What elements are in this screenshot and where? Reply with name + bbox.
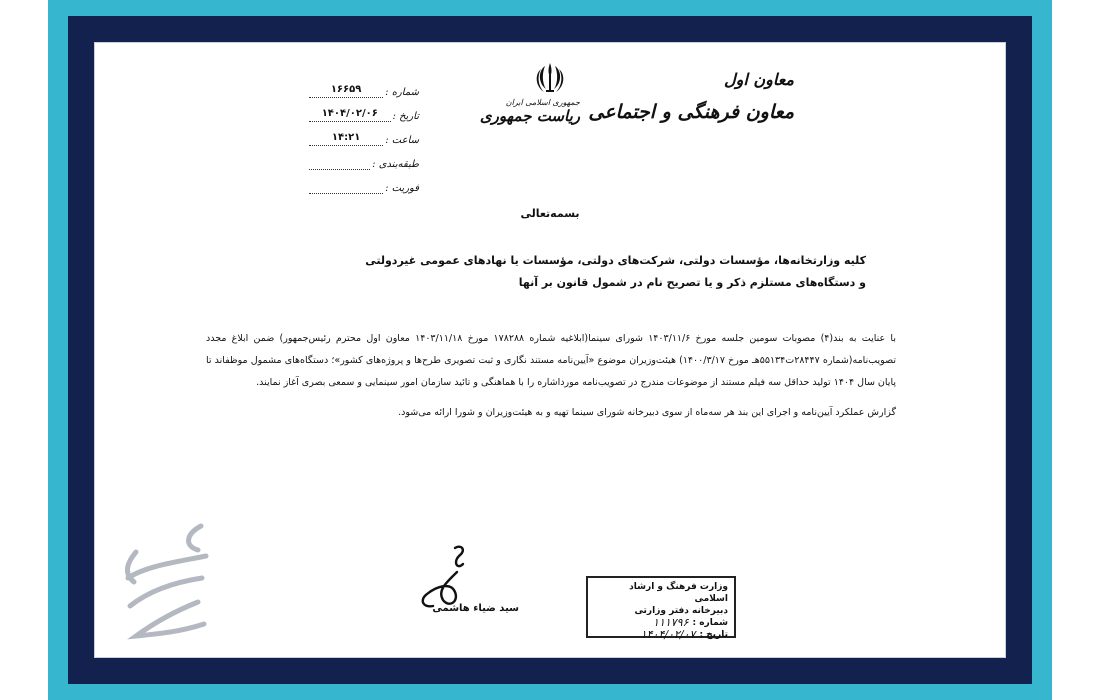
meta-priority-value [309,180,383,194]
addressee [306,250,866,294]
meta-date-value: ۱۴۰۴/۰۲/۰۶ [309,108,391,122]
letter-body [206,328,896,432]
org-line-1: معاون اول [723,70,794,89]
meta-priority-label: فوریت : [385,183,419,194]
emblem [479,60,580,125]
stamp-number-value: ۱۱۱۷۹۶ [653,616,689,629]
stamp-line-1: وزارت فرهنگ و ارشاد اسلامی [629,582,728,604]
meta-priority [309,170,419,194]
meta-number-label: شماره : [385,87,419,98]
stamp-number-label: شماره : [692,618,728,628]
meta-date-label: تاریخ : [392,111,419,122]
stamp-date-label: تاریخ : [699,630,728,640]
body-paragraph-2: گزارش عملکرد آیین‌نامه و اجرای این بند هر سه‌ماه از سوی دبیرخانه شورای سینما تهیه و به هیئت‌وزیران و شورا ارائه می‌شود. [398,407,896,418]
letter [94,42,1006,658]
meta-time-label: ساعت : [385,135,419,146]
signature-block [389,542,519,622]
organization-title [588,70,794,123]
body-paragraph-1: با عنایت به بند(۴) مصوبات سومین جلسه مورخ ۱۴۰۳/۱۱/۶ شورای سینما(ابلاغیه شماره ۱۷۸۲۸۸ مورخ ۱۴۰۳/۱۱/۱۸ معاون اول محترم رئیس‌جمهور) ضمن ابلاغ مجدد تصویب‌نامه(شماره ۲۸۴۴۷ت۵۵۱۳۴هـ مورخ ۱۴۰۰/۳/۱۷) هیئت‌وزیران موضوع «آیین‌نامه مستند نگاری و ثبت تصویری طرح‌ها و پروژه‌های کشور»؛ دستگاه‌های مشمول موظفاند تا پایان سال ۱۴۰۴ تولید حداقل سه فیلم مستند از موضوعات مندرج در تصویب‌نامه موردا‌شاره را با هماهنگی و تائید سازمان امور سینمایی و سمعی بصری آغاز نمایند. [206,333,896,388]
basmala: بسمه‌تعالی [520,207,580,220]
meta-time-value: ۱۴:۲۱ [309,132,383,146]
emblem-icon [532,60,568,96]
meta-time [309,122,419,146]
meta-classification-value [309,156,370,170]
meta-classification [309,146,419,170]
letter-meta [309,74,419,194]
signatory-name: سید ضیاء هاشمی [432,603,519,614]
meta-classification-label: طبقه‌بندی : [372,159,419,170]
document-page [94,42,1006,658]
meta-number [309,74,419,98]
org-line-2: معاون فرهنگی و اجتماعی [588,101,794,123]
stamp-date-row [594,629,728,641]
receipt-stamp [586,576,736,641]
stamp-date-value: ۱۴۰۴/۰۲/۰۷ [640,628,696,641]
addressee-line-1: کلیه وزارتخانه‌ها، مؤسسات دولتی، شرکت‌های دولتی، مؤسسات یا نهادهای عمومی غیردولتی [365,254,866,267]
emblem-caption-large: ریاست جمهوری [479,107,580,125]
stamp-line-2: دبیرخانه دفتر وزارتی [634,606,728,616]
watermark-logo [106,516,222,652]
meta-number-value: ۱۶۶۵۹ [309,84,383,98]
emblem-caption-small: جمهوری اسلامی ایران [505,98,580,107]
addressee-line-2: و دستگاه‌های مستلزم ذکر و یا تصریح نام در شمول قانون بر آنها [518,276,866,289]
meta-date [309,98,419,122]
